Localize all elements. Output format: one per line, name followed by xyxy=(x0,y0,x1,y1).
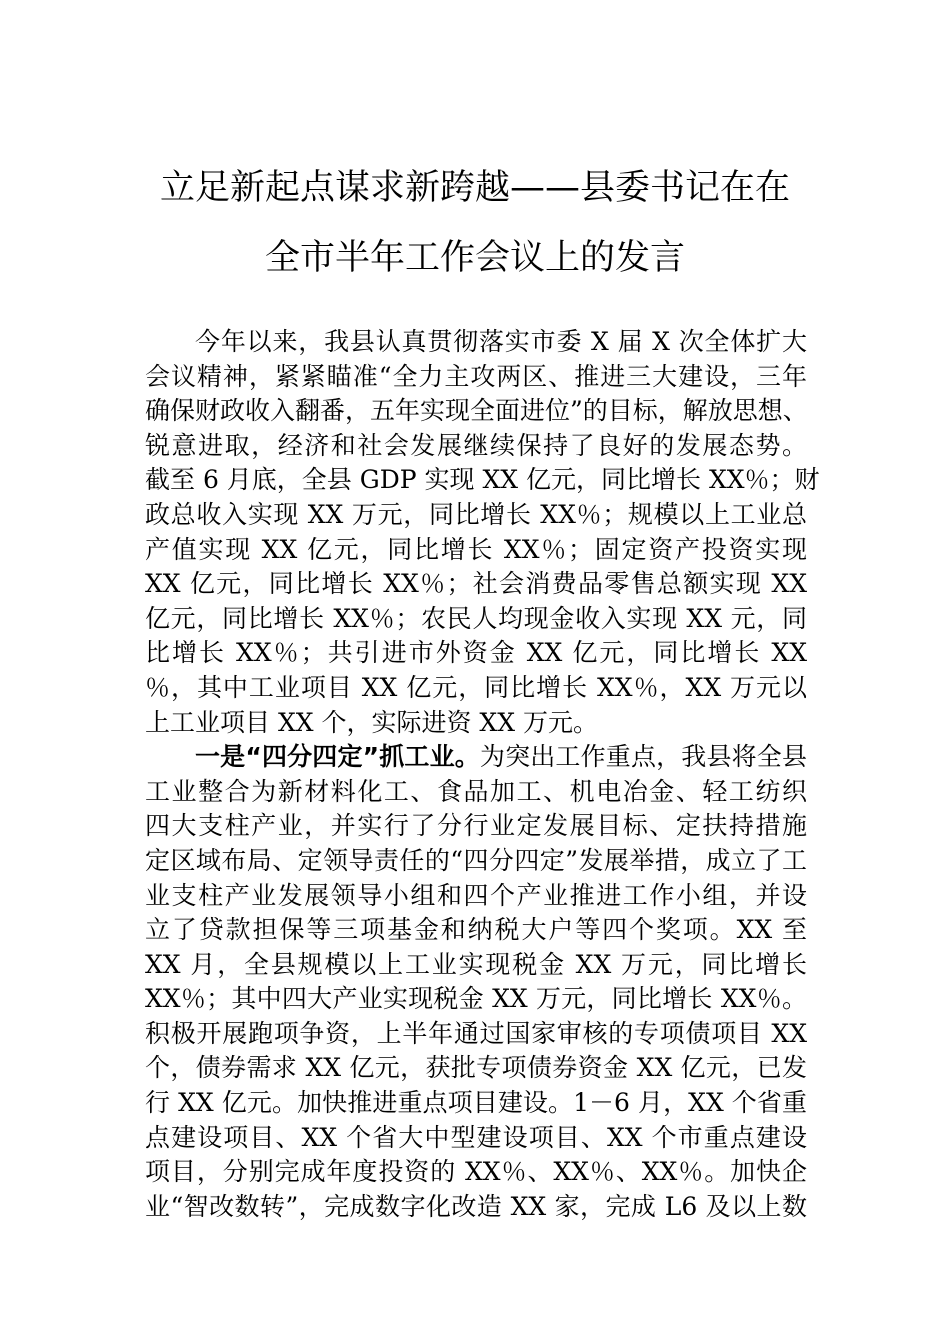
paragraph-2-line: 定区域布局、定领导责任的“四分四定”发展举措，成立了工 xyxy=(145,845,807,875)
paragraph-2-line: XX％；其中四大产业实现税金 XX 万元，同比增长 XX％。 xyxy=(145,984,807,1014)
document-title-line-2: 全市半年工作会议上的发言 xyxy=(264,238,685,278)
paragraph-2-line: 项目，分别完成年度投资的 XX％、XX％、XX％。加快企 xyxy=(145,1157,807,1187)
paragraph-2-line: 四大支柱产业，并实行了分行业定发展目标、定扶持措施 xyxy=(145,811,807,841)
paragraph-1-line: 确保财政收入翻番，五年实现全面进位”的目标，解放思想、 xyxy=(145,396,808,426)
paragraph-2-line: 行 XX 亿元。加快推进重点项目建设。1－6 月，XX 个省重 xyxy=(145,1088,807,1118)
paragraph-2-first-line xyxy=(145,740,807,775)
paragraph-2-heading: 一是“四分四定”抓工业。 xyxy=(195,742,480,772)
paragraph-2-first-line-text: 为突出工作重点，我县将全县 xyxy=(479,742,807,772)
paragraph-1-line: 会议精神，紧紧瞄准“全力主攻两区、推进三大建设，三年 xyxy=(145,361,807,391)
paragraph-1-line: 锐意进取，经济和社会发展继续保持了良好的发展态势。 xyxy=(145,430,807,460)
document-title-line-1: 立足新起点谋求新跨越——县委书记在在 xyxy=(159,168,790,208)
paragraph-2-line: 业“智改数转”，完成数字化改造 XX 家，完成 L6 及以上数 xyxy=(145,1191,807,1221)
paragraph-2-line: 积极开展跑项争资，上半年通过国家审核的专项债项目 XX xyxy=(145,1018,807,1048)
paragraph-1-line: 比增长 XX％；共引进市外资金 XX 亿元，同比增长 XX xyxy=(145,638,807,668)
paragraph-2-line: 工业整合为新材料化工、食品加工、机电冶金、轻工纺织 xyxy=(145,776,807,806)
paragraph-1-line: 产值实现 XX 亿元，同比增长 XX％；固定资产投资实现 xyxy=(145,534,807,564)
paragraph-2-line: 业支柱产业发展领导小组和四个产业推进工作小组，并设 xyxy=(145,880,807,910)
paragraph-1-line: 亿元，同比增长 XX％；农民人均现金收入实现 XX 元，同 xyxy=(145,603,807,633)
paragraph-2-line: 个，债券需求 XX 亿元，获批专项债券资金 XX 亿元，已发 xyxy=(145,1053,807,1083)
paragraph-1-line: 政总收入实现 XX 万元，同比增长 XX％；规模以上工业总 xyxy=(145,499,807,529)
document-body xyxy=(145,325,820,1224)
paragraph-1-line: 上工业项目 XX 个，实际进资 XX 万元。 xyxy=(145,707,598,737)
paragraph-2-line: 立了贷款担保等三项基金和纳税大户等四个奖项。XX 至 xyxy=(145,915,807,945)
paragraph-1-line: 今年以来，我县认真贯彻落实市委 X 届 X 次全体扩大 xyxy=(195,327,807,356)
paragraph-2-line: XX 月，全县规模以上工业实现税金 XX 万元，同比增长 xyxy=(145,949,807,979)
paragraph-2-line: 点建设项目、XX 个省大中型建设项目、XX 个市重点建设 xyxy=(145,1122,807,1152)
paragraph-1-line: ％，其中工业项目 XX 亿元，同比增长 XX％，XX 万元以 xyxy=(145,672,807,702)
paragraph-1-line: 截至 6 月底，全县 GDP 实现 XX 亿元，同比增长 XX％；财 xyxy=(145,465,820,495)
paragraph-1-line: XX 亿元，同比增长 XX％；社会消费品零售总额实现 XX xyxy=(145,569,807,599)
